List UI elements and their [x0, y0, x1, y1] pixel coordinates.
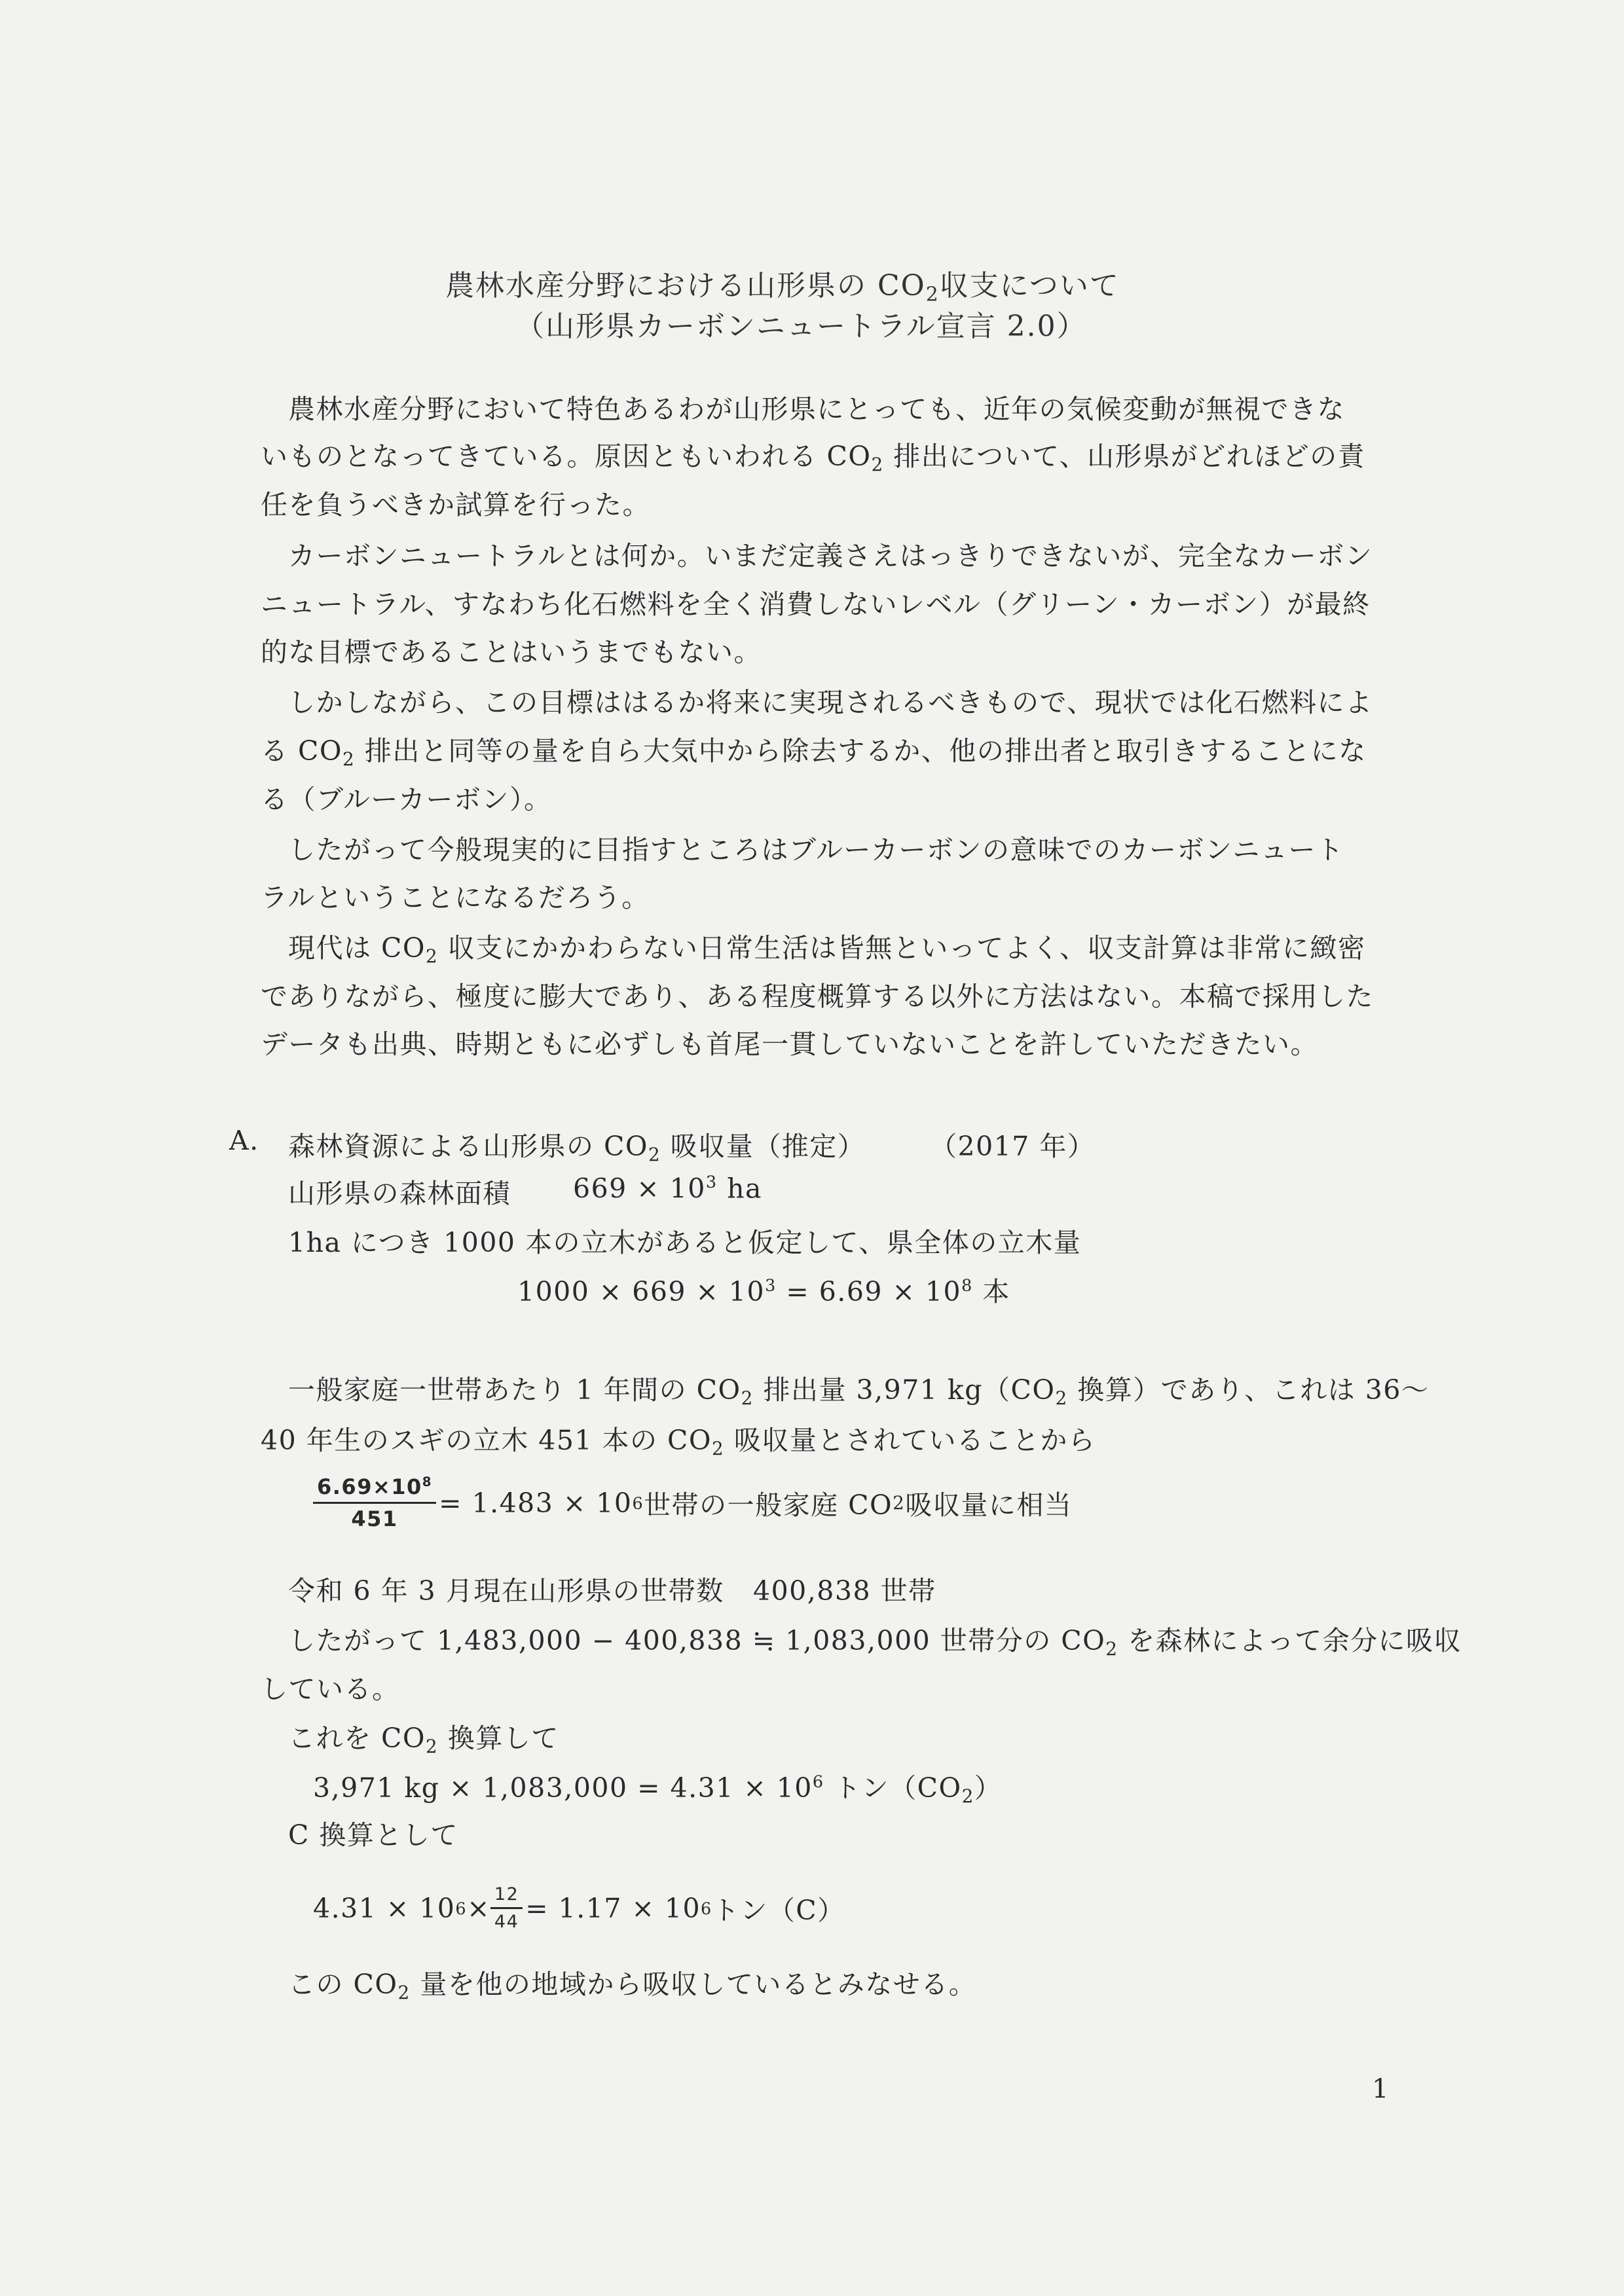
document-title-line1: 農林水産分野における山形県の $CO_2$収支について: [445, 269, 1120, 306]
surplus-line-1: したがって 1,483,000 − 400,838 ≒ 1,083,000 世帯分の $CO_2$ を森林によって余分に吸収: [288, 1625, 1462, 1660]
tree-assumption: 1ha につき 1000 本の立木があると仮定して、県全体の立木量: [288, 1227, 1082, 1258]
intro-line-8: る $CO_2$ 排出と同等の量を自ら大気中から除去するか、他の排出者と取引きすることにな: [261, 735, 1367, 770]
intro-line-9: る（ブルーカーボン）。: [261, 784, 552, 815]
forest-area-value: $669 \times 10^3$ ha: [573, 1172, 762, 1205]
household-line-1: 一般家庭一世帯あたり 1 年間の $CO_2$ 排出量 3,971 $kg(CO_2$ 換算）であり、これは 36〜: [288, 1374, 1430, 1409]
households-count-label: 令和 6 年 3 月現在山形県の世帯数: [288, 1575, 724, 1607]
intro-line-14: データも出典、時期ともに必ずしも首尾一貫していないことを許していただきたい。: [261, 1029, 1318, 1060]
intro-line-7: しかしながら、この目標ははるか将来に実現されるべきもので、現状では化石燃料によ: [288, 687, 1373, 718]
household-line-2: 40 年生のスギの立木 451 本の $CO_2$ 吸収量とされていることから: [261, 1425, 1096, 1459]
carbon-conversion-label: C 換算として: [288, 1819, 458, 1851]
section-a-label: A.: [229, 1125, 259, 1156]
fraction-carbon-ratio: $\frac{12}{44}$: [490, 1884, 523, 1932]
intro-line-2: いものとなってきている。原因ともいわれる $CO_2$ 排出について、山形県がどれほどの責: [261, 441, 1366, 475]
intro-line-10: したがって今般現実的に目指すところはブルーカーボンの意味でのカーボンニュート: [288, 834, 1344, 866]
household-equivalent-equation: $\frac{6.69\times 10^8}{451}$ = 1.483 × 10 6 世帯の一般家庭 CO 2 吸収量に相当: [313, 1474, 1072, 1531]
intro-line-13: でありながら、極度に膨大であり、ある程度概算する以外に方法はない。本稿で採用した: [261, 981, 1374, 1012]
fraction-trees-per-household: $\frac{6.69\times 10^8}{451}$: [313, 1474, 436, 1531]
surplus-line-2: している。: [261, 1673, 400, 1705]
intro-line-5: ニュートラル、すなわち化石燃料を全く消費しないレベル（グリーン・カーボン）が最終: [261, 589, 1371, 620]
forest-area-label: 山形県の森林面積: [288, 1178, 511, 1209]
section-a-year: （2017 年）: [930, 1131, 1096, 1162]
intro-line-11: ラルということになるだろう。: [261, 882, 650, 913]
carbon-conversion-equation: 4.31 × 10 6 × $\frac{12}{44}$ = 1.17 × 10 6 トン（C）: [313, 1884, 845, 1932]
intro-line-6: 的な目標であることはいうまでもない。: [261, 636, 762, 668]
households-count-value: 400,838 世帯: [753, 1575, 936, 1607]
section-a-heading: 森林資源による山形県の $CO_2$ 吸収量（推定）: [288, 1131, 866, 1165]
document-title-line2: （山形県カーボンニュートラル宣言 2.0）: [515, 310, 1087, 343]
intro-line-3: 任を負うべきか試算を行った。: [261, 489, 650, 520]
co2-conversion-equation: 3,971 kg × $1,083,000 = 4.31 \times 10^6$ トン$(CO_2)$: [313, 1771, 1003, 1807]
intro-line-4: カーボンニュートラルとは何か。いまだ定義さえはっきりできないが、完全なカーボン: [288, 540, 1373, 572]
intro-line-1: 農林水産分野において特色あるわが山形県にとっても、近年の気候変動が無視できな: [288, 393, 1346, 425]
co2-conversion-label: これを $CO_2$ 換算して: [288, 1722, 559, 1757]
page-number: 1: [1372, 2074, 1389, 2104]
conclusion-line: この $CO_2$ 量を他の地域から吸収しているとみなせる。: [288, 1969, 977, 2003]
tree-count-equation: $1000 \times 669 \times 10^3 = 6.69 \times 10^8$ 本: [517, 1275, 1010, 1307]
intro-line-12: 現代は $CO_2$ 収支にかかわらない日常生活は皆無といってよく、収支計算は非常に緻密: [288, 932, 1366, 967]
